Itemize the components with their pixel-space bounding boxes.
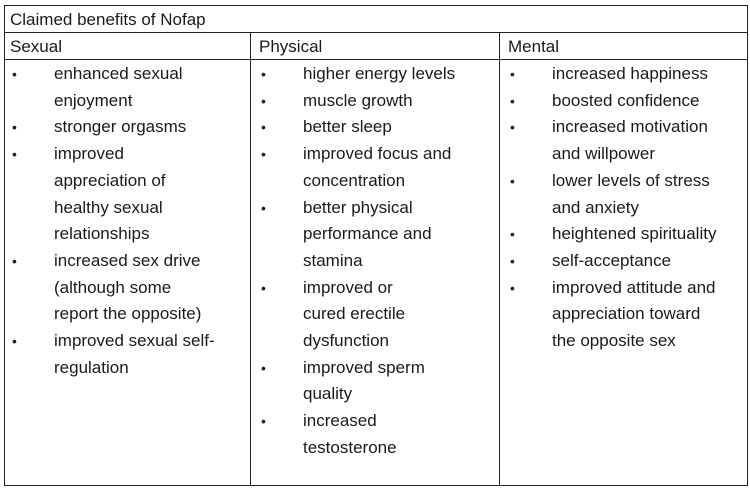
divider [5, 32, 747, 33]
bullet-icon: • [510, 119, 515, 136]
list-item-text: increased [303, 411, 377, 431]
column-sexual-list [10, 61, 215, 381]
list-item-text: self-acceptance [552, 250, 672, 270]
column-mental-list [508, 61, 716, 355]
list-item-text: concentration [303, 170, 406, 190]
list-item-text: testosterone [303, 437, 397, 457]
list-item-text: and willpower [552, 144, 655, 164]
list-item-text: cured erectile [303, 304, 406, 324]
list-item-text: improved focus and [303, 144, 452, 164]
list-item-text: quality [303, 384, 353, 404]
table-title: Claimed benefits of Nofap [10, 10, 206, 29]
list-item [10, 248, 215, 328]
list-item [508, 275, 716, 355]
list-item [508, 168, 716, 221]
list-item-text: report the opposite) [54, 304, 202, 324]
list-item-text: boosted confidence [552, 90, 700, 110]
list-item-text: appreciation of [54, 170, 166, 190]
list-item-text: muscle growth [303, 90, 413, 110]
list-item-text: dysfunction [303, 331, 389, 351]
bullet-icon: • [12, 146, 17, 163]
list-item [10, 114, 215, 141]
list-item-text: lower levels of stress [552, 170, 710, 190]
list-item [508, 114, 716, 167]
column-header-physical: Physical [259, 37, 323, 56]
list-item [259, 195, 455, 275]
bullet-icon: • [261, 119, 266, 136]
list-item-text: increased sex drive [54, 250, 201, 270]
list-item-text: improved or [303, 277, 393, 297]
bullet-icon: • [261, 413, 266, 430]
list-item-text: increased happiness [552, 64, 708, 83]
list-item-text: healthy sexual [54, 197, 163, 217]
list-item [259, 141, 455, 194]
list-item-text: increased motivation [552, 117, 708, 137]
bullet-icon: • [261, 66, 266, 82]
bullet-icon: • [261, 199, 266, 216]
list-item [259, 114, 455, 141]
list-item [259, 275, 455, 355]
list-item-text: the opposite sex [552, 331, 676, 351]
bullet-icon: • [510, 226, 515, 243]
bullet-icon: • [510, 172, 515, 189]
list-item-text: performance and [303, 224, 432, 244]
list-item [10, 61, 215, 114]
bullet-icon: • [261, 92, 266, 109]
list-item-text: enhanced sexual [54, 64, 183, 83]
divider [499, 33, 500, 485]
list-item [259, 355, 455, 408]
column-header-sexual: Sexual [10, 37, 62, 56]
bullet-icon: • [261, 146, 266, 163]
list-item-text: regulation [54, 357, 129, 377]
list-item [259, 408, 455, 461]
list-item [10, 141, 215, 248]
bullet-icon: • [12, 66, 17, 82]
list-item-text: improved [54, 144, 124, 164]
list-item-text: relationships [54, 224, 150, 244]
list-item-text: enjoyment [54, 90, 133, 110]
bullet-icon: • [261, 279, 266, 296]
bullet-icon: • [261, 359, 266, 376]
list-item [508, 61, 716, 88]
list-item-text: and anxiety [552, 197, 639, 217]
bullet-icon: • [510, 279, 515, 296]
benefits-table [4, 5, 748, 486]
bullet-icon: • [12, 333, 17, 350]
divider [250, 33, 251, 485]
list-item-text: (although some [54, 277, 172, 297]
list-item-text: improved sperm [303, 357, 425, 377]
list-item [259, 61, 455, 88]
list-item [259, 88, 455, 115]
bullet-icon: • [510, 66, 515, 82]
divider [5, 59, 747, 60]
list-item [508, 248, 716, 275]
list-item [508, 221, 716, 248]
list-item [10, 328, 215, 381]
list-item-text: heightened spirituality [552, 224, 717, 244]
list-item-text: better physical [303, 197, 413, 217]
column-physical-list [259, 61, 455, 462]
list-item-text: stamina [303, 250, 363, 270]
list-item-text: stronger orgasms [54, 117, 187, 137]
list-item-text: better sleep [303, 117, 392, 137]
list-item-text: improved attitude and [552, 277, 716, 297]
bullet-icon: • [510, 92, 515, 109]
list-item [508, 88, 716, 115]
list-item-text: improved sexual self- [54, 331, 215, 351]
column-header-mental: Mental [508, 37, 560, 56]
bullet-icon: • [12, 119, 17, 136]
list-item-text: higher energy levels [303, 64, 456, 83]
bullet-icon: • [510, 252, 515, 269]
bullet-icon: • [12, 252, 17, 269]
list-item-text: appreciation toward [552, 304, 701, 324]
